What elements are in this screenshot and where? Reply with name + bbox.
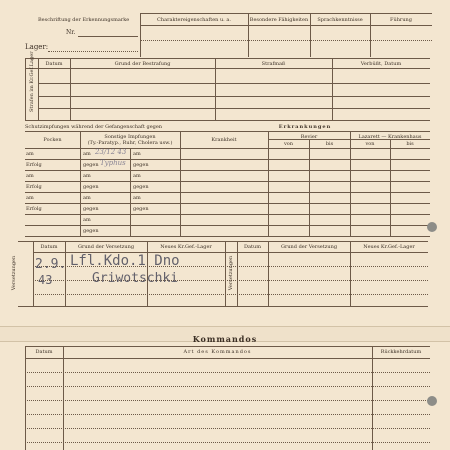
impf-row-6-left: Erfolg bbox=[26, 206, 42, 212]
fuehrung-label: Führung bbox=[390, 17, 412, 23]
impf-row-1-left: am bbox=[26, 151, 34, 157]
impf-row-6-mid: gegen bbox=[83, 206, 99, 212]
strafen-col-strafmass: Strafmaß bbox=[261, 61, 286, 67]
punch-hole-lower bbox=[427, 396, 437, 406]
impfungen-title: Schutzimpfungen während der Gefangenschaft gegen bbox=[25, 124, 163, 130]
revier-von: von bbox=[283, 141, 294, 147]
impf-row-3-left: am bbox=[26, 173, 34, 179]
sprachkenntnisse-label: Sprachkenntnisse bbox=[317, 17, 363, 23]
versetzungen-col-grund-right: Grund der Versetzung bbox=[280, 244, 338, 250]
versetzungen-col-grund-left: Grund der Versetzung bbox=[77, 244, 135, 250]
impf-right-4: gegen bbox=[133, 184, 149, 190]
kommandos-col-rueckkehr: Rückkehrdatum bbox=[380, 349, 422, 355]
versetzungen-side-label-left: Versetzungen bbox=[11, 255, 17, 291]
stamp-kommando-line2: Griwotschki bbox=[92, 271, 179, 286]
lazarett-von: von bbox=[365, 141, 375, 147]
versetzungen-col-lager-right: Neues Kr.Gef.-Lager bbox=[363, 244, 415, 250]
faehigkeiten-label: Besondere Fähigkeiten bbox=[249, 17, 309, 23]
impf-row-5-left: am bbox=[26, 195, 34, 201]
impf-row-2-left: Erfolg bbox=[26, 162, 42, 168]
impf-row-2-mid: gegen bbox=[83, 162, 99, 168]
versetzungen-side-label-right: Versetzungen bbox=[228, 255, 234, 291]
charakter-label: Charaktereigenschaften u. a. bbox=[157, 17, 231, 23]
strafen-col-datum: Datum bbox=[45, 61, 63, 67]
strafen-side-label: Strafen im Kr.Gef.Lager bbox=[29, 51, 35, 112]
erkennungsmarke-label: Beschriftung der Erkennungsmarke bbox=[38, 17, 130, 23]
lager-label: Lager: bbox=[25, 43, 49, 51]
stamp-kommando-line1: Lfl.Kdo.1 Dno bbox=[70, 253, 180, 269]
impf-row-4-mid: gegen bbox=[83, 184, 99, 190]
handwritten-vaccination-date: 23/12 43 bbox=[95, 148, 127, 156]
erkrankungen-col-krankheit: Krankheit bbox=[211, 137, 237, 143]
nr-line bbox=[78, 36, 138, 37]
stamp-date-line1: 2.9. bbox=[35, 257, 67, 272]
impfungen-col-sonstige-sub: (Ty.-Paratyp., Ruhr, Cholera usw.) bbox=[87, 140, 173, 146]
kommandos-col-datum: Datum bbox=[35, 349, 53, 355]
versetzungen-col-lager-left: Neues Kr.Gef.-Lager bbox=[160, 244, 212, 250]
impf-row-4-left: Erfolg bbox=[26, 184, 42, 190]
impf-row-3-mid: am bbox=[83, 173, 91, 179]
impf-row-1-mid: am bbox=[83, 151, 91, 157]
kommandos-col-art: Art des Kommandos bbox=[183, 349, 252, 355]
erkrankungen-col-revier: Revier bbox=[300, 134, 318, 140]
impf-right-1: am bbox=[133, 151, 141, 157]
impf-right-6: gegen bbox=[133, 206, 149, 212]
strafen-col-verbuesst: Verbüßt, Datum bbox=[360, 61, 402, 67]
punch-hole-upper bbox=[427, 222, 437, 232]
nr-label: Nr. bbox=[66, 29, 76, 36]
impf-row-5-mid: am bbox=[83, 195, 91, 201]
strafen-col-grund: Grund der Bestrafung bbox=[114, 61, 171, 67]
impfungen-col-sonstige: Sonstige Impfungen bbox=[104, 134, 156, 140]
impf-right-2: gegen bbox=[133, 162, 149, 168]
versetzungen-col-datum-right: Datum bbox=[244, 244, 261, 250]
versetzungen-col-datum-left: Datum bbox=[40, 244, 58, 250]
impf-row-8-mid: gegen bbox=[83, 228, 99, 234]
header-top-line bbox=[140, 13, 432, 14]
impf-right-5: am bbox=[133, 195, 141, 201]
handwritten-vaccination-typhus: Typhus bbox=[100, 159, 126, 167]
impf-right-3: am bbox=[133, 173, 141, 179]
impfungen-col-pocken: Pocken bbox=[43, 137, 62, 143]
kommandos-title: Kommandos bbox=[192, 334, 258, 344]
lazarett-bis: bis bbox=[406, 141, 414, 147]
impf-row-7-mid: am bbox=[83, 217, 91, 223]
erkrankungen-col-lazarett: Lazarett — Krankenhaus bbox=[358, 134, 422, 140]
stamp-date-line2: 43 bbox=[38, 273, 53, 287]
erkrankungen-title: Erkrankungen bbox=[278, 124, 332, 130]
revier-bis: bis bbox=[325, 141, 334, 147]
lager-line bbox=[48, 51, 138, 52]
